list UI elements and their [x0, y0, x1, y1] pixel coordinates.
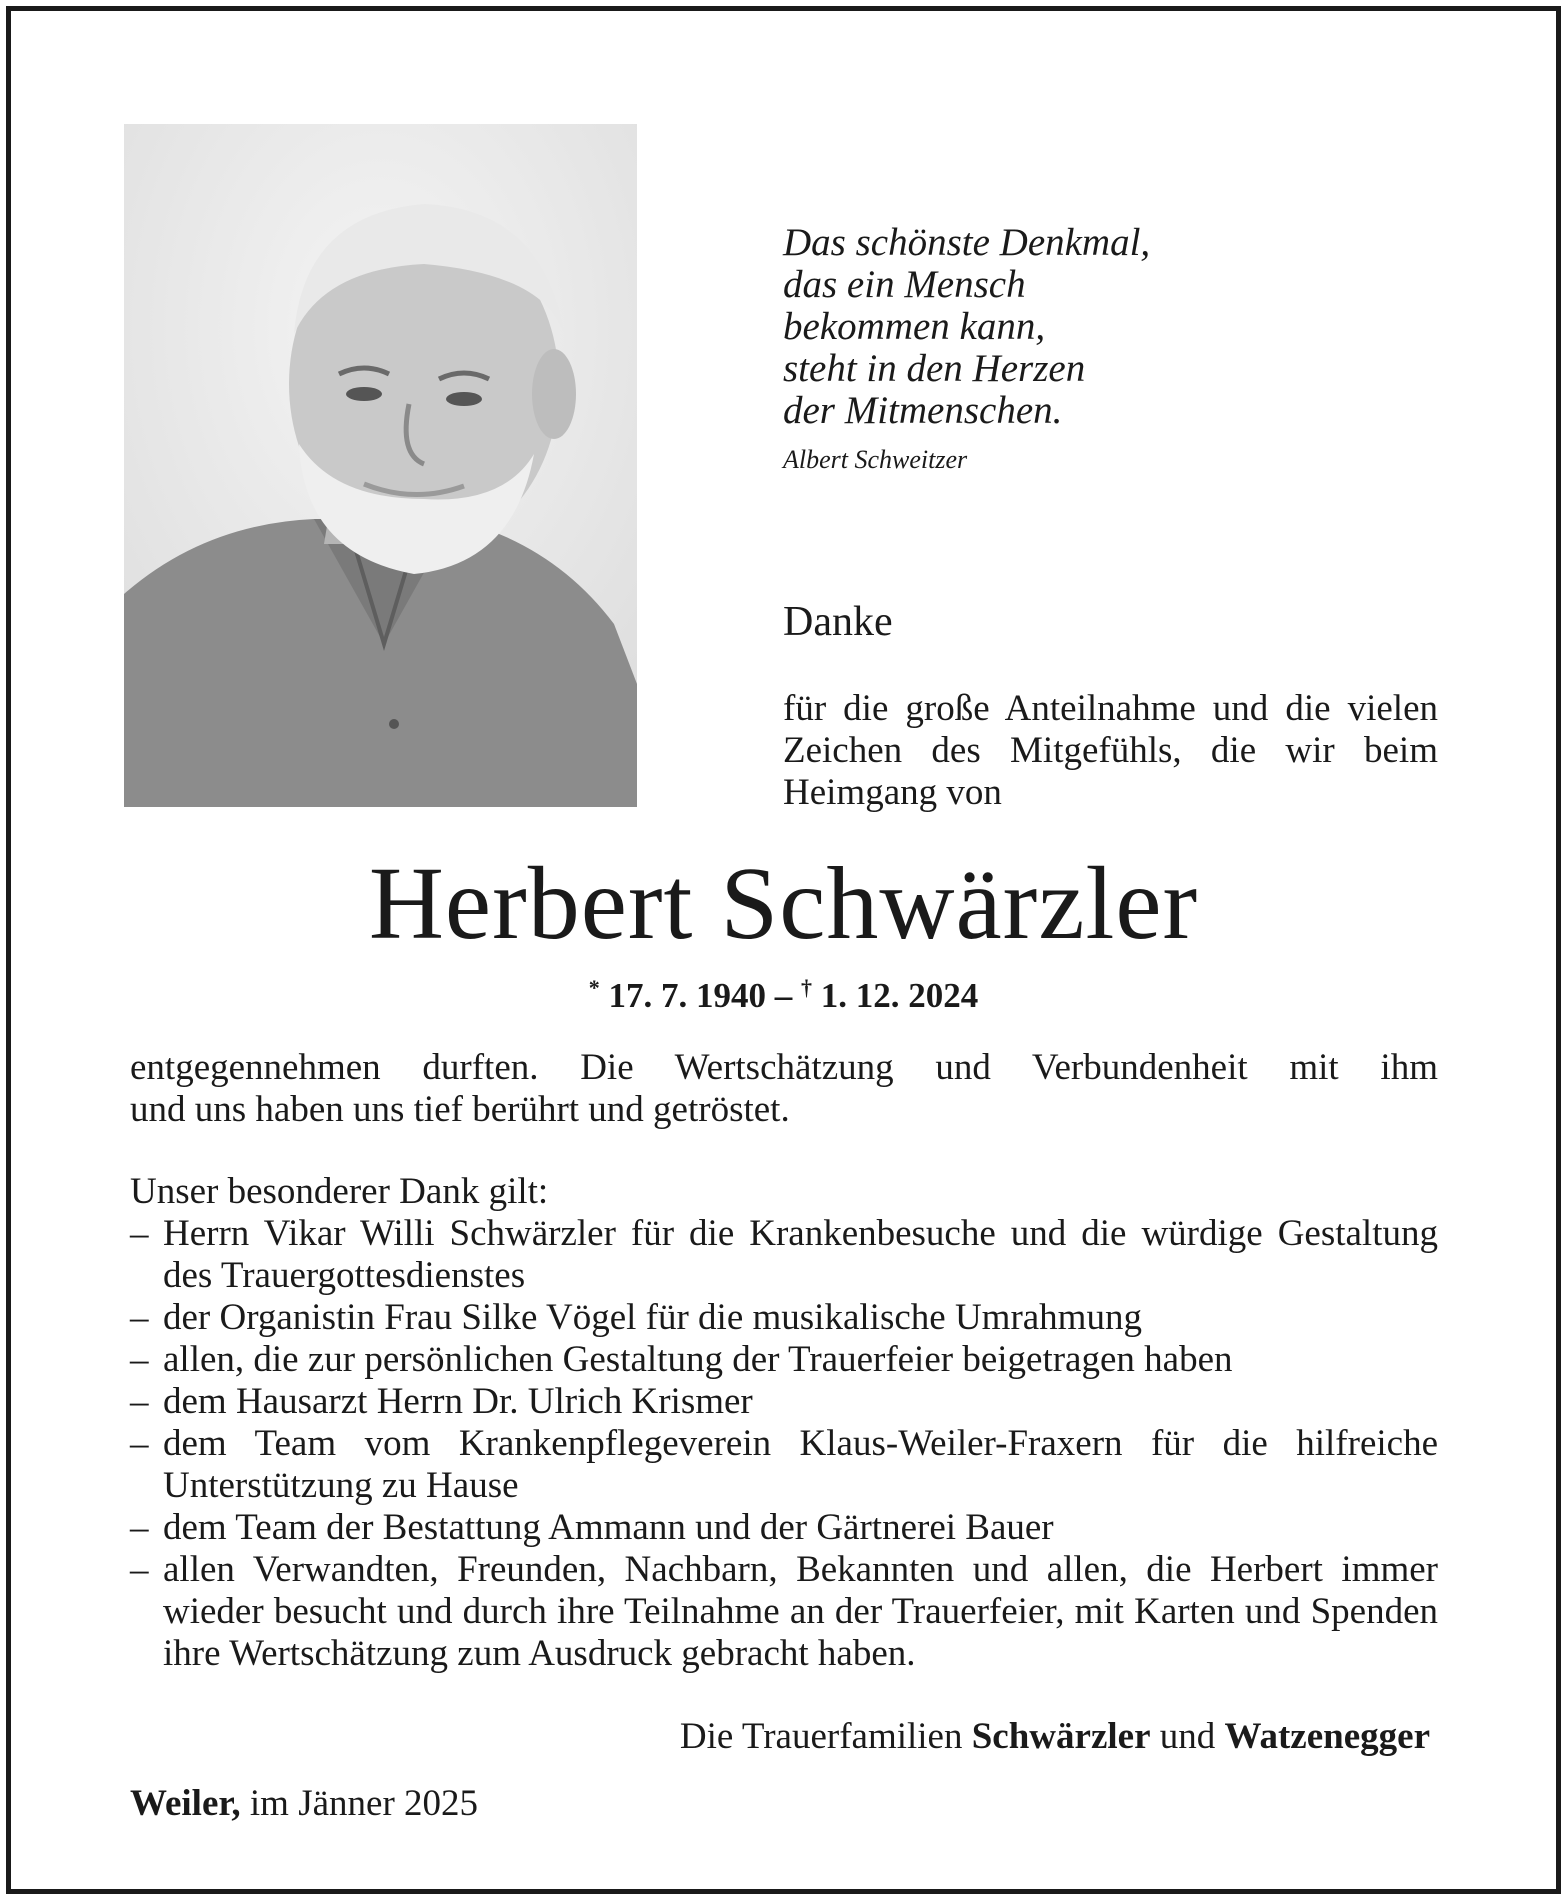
list-item: – dem Team der Bestattung Ammann und der Gärtnerei Bauer	[130, 1507, 1438, 1549]
list-item: – der Organistin Frau Silke Vögel für die musikalische Umrahmung	[130, 1297, 1438, 1339]
intro-text: für die große Anteilnahme und die vielen Zeichen des Mitgefühls, die wir beim Heimgang von	[783, 688, 1438, 813]
life-dates	[0, 975, 1567, 1016]
portrait-illustration	[124, 124, 637, 807]
special-thanks-heading: Unser besonderer Dank gilt:	[130, 1171, 549, 1212]
quote-line: bekommen kann,	[783, 305, 1046, 348]
signature-prefix: Die Trauerfamilien	[679, 1716, 963, 1757]
closing-line: und uns haben uns tief berührt und getröstet.	[130, 1089, 790, 1130]
list-item: – dem Hausarzt Herrn Dr. Ulrich Krismer	[130, 1381, 1438, 1423]
quote-line: der Mitmenschen.	[783, 389, 1063, 432]
memorial-quote	[783, 222, 1150, 432]
place-date-text: im Jänner 2025	[249, 1783, 479, 1824]
death-symbol: †	[801, 975, 812, 1000]
deceased-name: Herbert Schwärzler	[368, 846, 1199, 961]
thanks-title: Danke	[783, 599, 893, 645]
portrait-photo	[124, 124, 637, 807]
closing-line: entgegennehmen durften. Die Wertschätzung und Verbundenheit mit ihm	[130, 1047, 1438, 1088]
closing-paragraph	[130, 1047, 1438, 1131]
list-item: – dem Team vom Krankenpflegeverein Klaus-Weiler-Fraxern für die hilfreiche Unterstützung zu Hause	[130, 1423, 1438, 1507]
body-text	[130, 1047, 1438, 1675]
quote-line: steht in den Herzen	[783, 347, 1086, 390]
thanks-list	[130, 1213, 1438, 1675]
quote-line: Das schönste Denkmal,	[783, 221, 1151, 264]
quote-line: das ein Mensch	[783, 263, 1026, 306]
birth-symbol: *	[588, 975, 600, 1000]
birth-date: 17. 7. 1940	[608, 976, 766, 1015]
family-name: Schwärzler	[971, 1716, 1151, 1757]
place-date	[130, 1782, 478, 1825]
list-item: – Herrn Vikar Willi Schwärzler für die Krankenbesuche und die würdige Gestaltung des Trauergottesdienstes	[130, 1213, 1438, 1297]
death-date: 1. 12. 2024	[820, 976, 979, 1015]
date-separator: –	[774, 976, 793, 1015]
list-item: – allen, die zur persönlichen Gestaltung der Trauerfeier beigetragen haben	[130, 1339, 1438, 1381]
signature-conjunction: und	[1159, 1716, 1216, 1757]
quote-author: Albert Schweitzer	[783, 445, 968, 474]
list-item: – allen Verwandten, Freunden, Nachbarn, Bekannten und allen, die Herbert immer wieder besucht und durch ihre Teilnahme an der Trauerfeier, mit Karten und Spenden ihre Wertschätzung zum Ausdruck gebracht haben.	[130, 1549, 1438, 1675]
place-town: Weiler,	[130, 1783, 241, 1824]
family-name: Watzenegger	[1224, 1716, 1430, 1757]
family-signature	[680, 1715, 1430, 1758]
